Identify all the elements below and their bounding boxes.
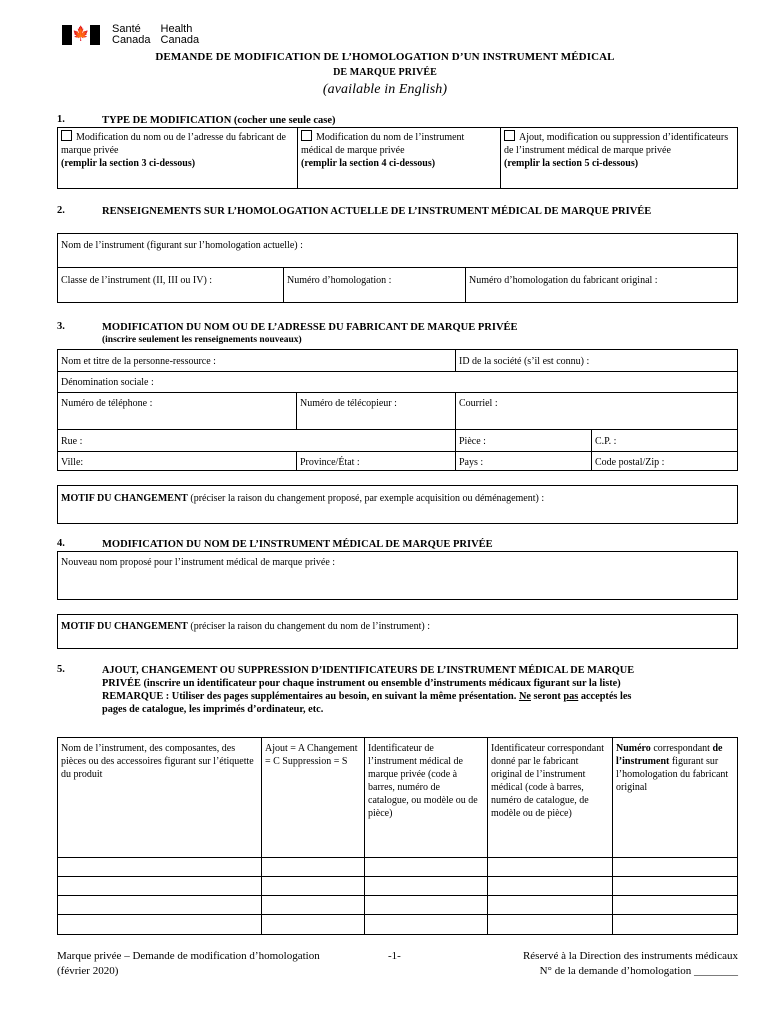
device-class-field[interactable]: Classe de l’instrument (II, III ou IV) :: [61, 275, 213, 286]
street-field[interactable]: Rue :: [61, 436, 83, 447]
table-row[interactable]: [57, 857, 738, 876]
wordmark-fr-2: Canada: [112, 34, 151, 46]
section-4-number: 4.: [57, 538, 65, 549]
email-field[interactable]: Courriel :: [459, 398, 498, 409]
company-id-field[interactable]: ID de la société (s’il est connu) :: [459, 356, 590, 367]
section-5-heading: AJOUT, CHANGEMENT OU SUPPRESSION D’IDENTIFICATEURS DE L’INSTRUMENT MÉDICAL DE MARQUE PRIVÉE (inscrire un identificateur pour chaque instrument ou ensemble d’instruments médicaux figurant sur la liste) REMARQUE : Utiliser des pages supplémentaires au besoin, en suivant la même présentation. Ne seront pas acceptés les pages de catalogue, les imprimés d’ordinateur, etc.: [102, 665, 635, 715]
gov-wordmark: [112, 24, 199, 46]
city-field[interactable]: Ville:: [61, 457, 84, 468]
province-field[interactable]: Province/État :: [300, 457, 360, 468]
device-name-field[interactable]: Nom de l’instrument (figurant sur l’homologation actuelle) :: [61, 240, 303, 251]
checkbox-identifiers[interactable]: [504, 130, 515, 141]
section-1-heading: TYPE DE MODIFICATION (cocher une seule case): [102, 115, 336, 126]
section-2-heading: RENSEIGNEMENTS SUR L’HOMOLOGATION ACTUELLE DE L’INSTRUMENT MÉDICAL DE MARQUE PRIVÉE: [102, 206, 652, 217]
section-4-heading: MODIFICATION DU NOM DE L’INSTRUMENT MÉDICAL DE MARQUE PRIVÉE: [102, 539, 493, 550]
option-modify-device-name[interactable]: Modification du nom de l’instrument médical de marque privée (remplir la section 4 ci-dessous): [301, 132, 465, 169]
footer-left: [57, 949, 320, 979]
col-header-private-label-id: Identificateur de l’instrument médical de marque privée (code à barres, numéro de catalogue, ou modèle ou de pièce): [368, 743, 478, 819]
section-3-heading: MODIFICATION DU NOM OU DE L’ADRESSE DU FABRICANT DE MARQUE PRIVÉE: [102, 322, 518, 333]
wordmark-en-1: Health: [160, 23, 193, 35]
section-3-reason-label: MOTIF DU CHANGEMENT (préciser la raison du changement proposé, par exemple acquisition ou déménagement) :: [61, 493, 545, 504]
company-name-field[interactable]: Dénomination sociale :: [61, 377, 154, 388]
checkbox-modify-device-name[interactable]: [301, 130, 312, 141]
col-header-original-licence: Numéro correspondant de l’instrument figurant sur l’homologation du fabricant original: [616, 743, 729, 793]
footer-reserved: Réservé à la Direction des instruments médicaux: [522, 950, 738, 962]
section-4-reason-label: MOTIF DU CHANGEMENT (préciser la raison du changement du nom de l’instrument) :: [61, 621, 431, 632]
gov-header: [62, 24, 199, 46]
table-row[interactable]: [57, 914, 738, 935]
col-header-original-id: Identificateur correspondant donné par le fabricant original de l’instrument médical (code à barres, numéro de catalogue, de modèle ou de pièce): [491, 743, 605, 819]
section-2-number: 2.: [57, 205, 65, 216]
footer-application-number: N° de la demande d’homologation ________: [539, 965, 738, 977]
po-box-field[interactable]: C.P. :: [595, 436, 617, 447]
table-row[interactable]: [57, 876, 738, 895]
footer-form-name: Marque privée – Demande de modification d’homologation: [57, 950, 320, 962]
postal-code-field[interactable]: Code postal/Zip :: [595, 457, 665, 468]
page-number: -1-: [388, 950, 401, 962]
checkbox-modify-manufacturer[interactable]: [61, 130, 72, 141]
wordmark-fr-1: Santé: [112, 23, 141, 35]
contact-name-field[interactable]: Nom et titre de la personne-ressource :: [61, 356, 216, 367]
licence-number-field[interactable]: Numéro d’homologation :: [287, 275, 392, 286]
section-1-number: 1.: [57, 114, 65, 125]
form-title: DEMANDE DE MODIFICATION DE L’HOMOLOGATION D’UN INSTRUMENT MÉDICAL: [155, 51, 615, 63]
col-header-device-name: Nom de l’instrument, des composantes, des pièces ou des accessoires figurant sur l’étiquette du produit: [61, 743, 254, 780]
option-identifiers[interactable]: Ajout, modification ou suppression d’identificateurs de l’instrument médical de marque privée (remplir la section 5 ci-dessous): [504, 132, 729, 169]
phone-field[interactable]: Numéro de téléphone :: [61, 398, 153, 409]
suite-field[interactable]: Pièce :: [459, 436, 486, 447]
section-3-number: 3.: [57, 321, 65, 332]
wordmark-en-2: Canada: [160, 34, 200, 46]
col-header-action: Ajout = A Changement = C Suppression = S: [265, 743, 358, 767]
footer-date: (février 2020): [57, 965, 119, 977]
fax-field[interactable]: Numéro de télécopieur :: [300, 398, 397, 409]
section-3-subheading: (inscrire seulement les renseignements nouveaux): [102, 335, 302, 345]
canada-flag-icon: 🍁: [62, 25, 100, 45]
new-device-name-label: Nouveau nom proposé pour l’instrument médical de marque privée :: [61, 557, 336, 568]
section-5-number: 5.: [57, 664, 65, 675]
orig-licence-number-field[interactable]: Numéro d’homologation du fabricant original :: [469, 275, 658, 286]
footer-right: [480, 949, 738, 979]
option-modify-manufacturer[interactable]: Modification du nom ou de l’adresse du fabricant de marque privée (remplir la section 3 ci-dessous): [61, 132, 286, 169]
form-title-line2: DE MARQUE PRIVÉE: [333, 67, 437, 78]
form-title-english-note: (available in English): [322, 82, 448, 97]
table-row[interactable]: [57, 895, 738, 914]
country-field[interactable]: Pays :: [459, 457, 484, 468]
